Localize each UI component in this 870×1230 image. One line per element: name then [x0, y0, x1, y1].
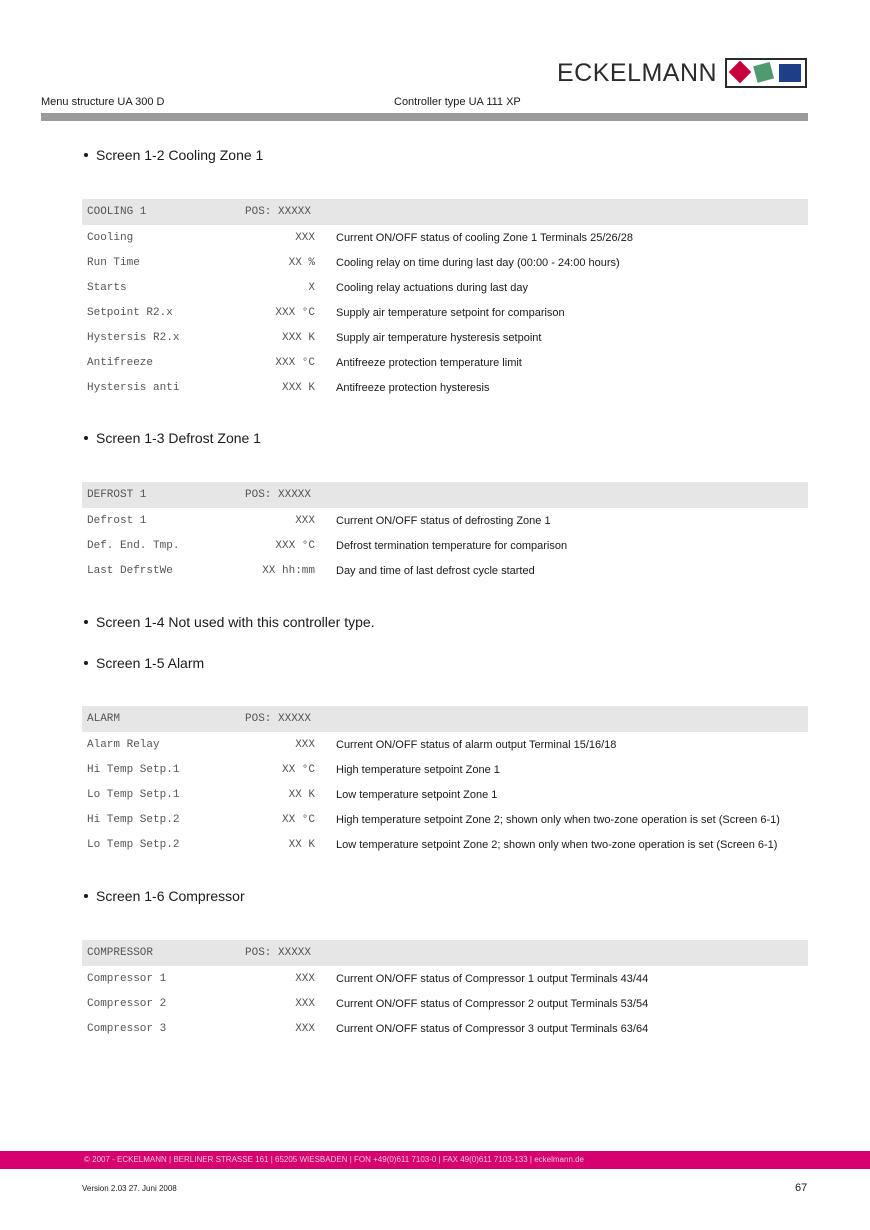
table-row	[82, 508, 808, 533]
table-row	[82, 275, 808, 300]
defrost-table	[82, 482, 808, 583]
table-row	[82, 300, 808, 325]
table-row	[82, 533, 808, 558]
header-screen-name: COMPRESSOR	[87, 947, 154, 959]
row-description: Antifreeze protection hysteresis	[336, 381, 490, 394]
row-value: XXX	[295, 231, 315, 244]
bullet-icon	[84, 153, 88, 157]
row-description: Current ON/OFF status of defrosting Zone 1	[336, 514, 551, 527]
row-description: Cooling relay on time during last day (00:00 - 24:00 hours)	[336, 256, 620, 269]
row-label: Hi Temp Setp.2	[87, 813, 180, 826]
section-title-text: Screen 1-2 Cooling Zone 1	[96, 147, 264, 163]
row-value: X	[308, 281, 315, 294]
row-description: Current ON/OFF status of cooling Zone 1 Terminals 25/26/28	[336, 231, 633, 244]
row-value: XXX	[295, 738, 315, 751]
row-label: Last DefrstWe	[87, 564, 173, 577]
header-screen-name: DEFROST 1	[87, 489, 147, 501]
table-row	[82, 375, 808, 400]
table-row	[82, 832, 808, 857]
cooling-table	[82, 199, 808, 400]
row-description: Current ON/OFF status of Compressor 2 output Terminals 53/54	[336, 997, 649, 1010]
header-divider	[41, 113, 808, 121]
row-value: XXX °C	[275, 356, 315, 369]
row-description: Low temperature setpoint Zone 1	[336, 788, 498, 801]
compressor-table	[82, 940, 808, 1041]
eckelmann-logo	[557, 57, 807, 89]
header-pos: POS: XXXXX	[245, 947, 312, 959]
table-header	[82, 482, 808, 508]
row-description: Current ON/OFF status of Compressor 3 output Terminals 63/64	[336, 1022, 649, 1035]
table-row	[82, 807, 808, 832]
footer-version: Version 2.03 27. Juni 2008	[82, 1184, 177, 1193]
table-row	[82, 732, 808, 757]
section-title-alarm	[84, 655, 204, 671]
row-value: XXX K	[281, 331, 315, 344]
row-value: XX °C	[281, 813, 315, 826]
table-row	[82, 558, 808, 583]
header-pos: POS: XXXXX	[245, 206, 312, 218]
row-value: XX K	[288, 838, 315, 851]
row-label: Compressor 3	[87, 1022, 167, 1035]
row-description: Cooling relay actuations during last day	[336, 281, 529, 294]
row-value: XX K	[288, 788, 315, 801]
row-value: XX hh:mm	[262, 564, 315, 577]
bullet-icon	[84, 436, 88, 440]
header-pos: POS: XXXXX	[245, 713, 312, 725]
table-row	[82, 225, 808, 250]
row-description: Supply air temperature setpoint for comparison	[336, 306, 565, 319]
section-title-not-used	[84, 614, 375, 630]
section-title-text: Screen 1-4 Not used with this controller type.	[96, 614, 375, 630]
row-label: Hystersis anti	[87, 381, 180, 394]
row-value: XXX K	[281, 381, 315, 394]
section-title-text: Screen 1-6 Compressor	[96, 888, 245, 904]
section-title-defrost	[84, 430, 261, 446]
bullet-icon	[84, 661, 88, 665]
row-value: XX %	[288, 256, 315, 269]
row-value: XXX	[295, 997, 315, 1010]
table-header	[82, 940, 808, 966]
table-header	[82, 199, 808, 225]
row-value: XX °C	[281, 763, 315, 776]
row-label: Defrost 1	[87, 514, 147, 527]
row-value: XXX	[295, 972, 315, 985]
bullet-icon	[84, 894, 88, 898]
row-description: High temperature setpoint Zone 1	[336, 763, 500, 776]
row-description: Defrost termination temperature for comparison	[336, 539, 568, 552]
row-label: Hi Temp Setp.1	[87, 763, 180, 776]
row-label: Alarm Relay	[87, 738, 160, 751]
row-label: Compressor 1	[87, 972, 167, 985]
row-description: Day and time of last defrost cycle started	[336, 564, 535, 577]
header-screen-name: COOLING 1	[87, 206, 147, 218]
alarm-table	[82, 706, 808, 857]
row-label: Cooling	[87, 231, 134, 244]
row-value: XXX °C	[275, 306, 315, 319]
section-title-text: Screen 1-3 Defrost Zone 1	[96, 430, 261, 446]
row-label: Lo Temp Setp.2	[87, 838, 180, 851]
footer-contact-text: © 2007 - ECKELMANN | BERLINER STRASSE 161 | 65205 WIESBADEN | FON +49(0)611 7103-0 | FAX 49(0)611 7103-133 | eckelmann.de	[84, 1155, 585, 1164]
table-row	[82, 250, 808, 275]
row-description: High temperature setpoint Zone 2; shown only when two-zone operation is set (Screen 6-1)	[336, 813, 780, 826]
page-number: 67	[795, 1182, 808, 1194]
table-header	[82, 706, 808, 732]
row-label: Run Time	[87, 256, 140, 269]
header-screen-name: ALARM	[87, 713, 121, 725]
table-row	[82, 991, 808, 1016]
row-value: XXX °C	[275, 539, 315, 552]
row-description: Supply air temperature hysteresis setpoint	[336, 331, 542, 344]
row-label: Lo Temp Setp.1	[87, 788, 180, 801]
row-label: Antifreeze	[87, 356, 154, 369]
section-title-cooling	[84, 147, 263, 163]
logo-text: ECKELMANN	[557, 58, 718, 87]
row-value: XXX	[295, 514, 315, 527]
table-row	[82, 325, 808, 350]
section-title-compressor	[84, 888, 245, 904]
row-description: Current ON/OFF status of Compressor 1 output Terminals 43/44	[336, 972, 649, 985]
table-row	[82, 757, 808, 782]
row-description: Low temperature setpoint Zone 2; shown only when two-zone operation is set (Screen 6-1)	[336, 838, 778, 851]
row-value: XXX	[295, 1022, 315, 1035]
bullet-icon	[84, 620, 88, 624]
table-row	[82, 1016, 808, 1041]
table-row	[82, 966, 808, 991]
section-title-text: Screen 1-5 Alarm	[96, 655, 205, 671]
row-description: Current ON/OFF status of alarm output Terminal 15/16/18	[336, 738, 617, 751]
row-label: Hystersis R2.x	[87, 331, 180, 344]
header-pos: POS: XXXXX	[245, 489, 312, 501]
row-description: Antifreeze protection temperature limit	[336, 356, 522, 369]
row-label: Compressor 2	[87, 997, 167, 1010]
row-label: Def. End. Tmp.	[87, 539, 180, 552]
header-controller-type: Controller type UA 111 XP	[394, 96, 521, 108]
row-label: Setpoint R2.x	[87, 306, 173, 319]
header-document-title: Menu structure UA 300 D	[41, 96, 165, 108]
row-label: Starts	[87, 281, 127, 294]
table-row	[82, 350, 808, 375]
logo-squares-icon	[725, 58, 807, 88]
table-row	[82, 782, 808, 807]
footer-bar	[0, 1151, 870, 1169]
